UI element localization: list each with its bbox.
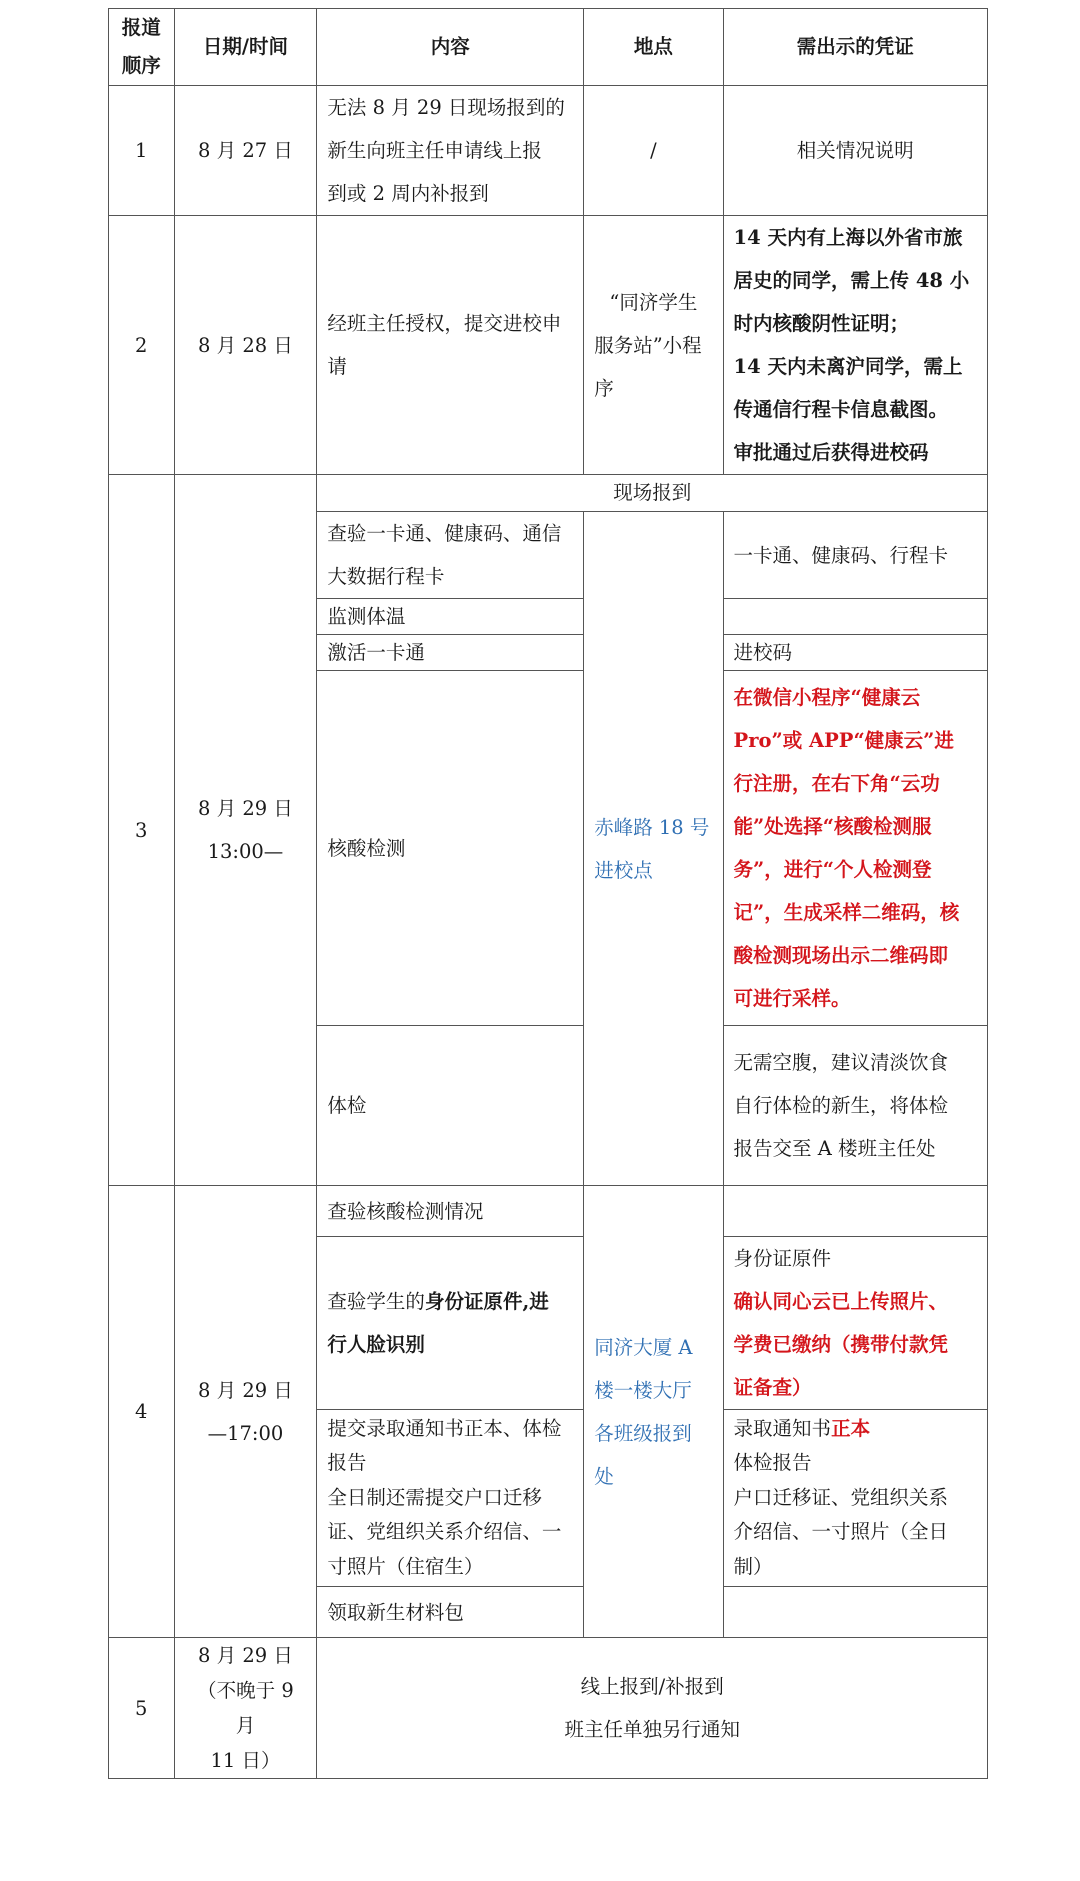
row3-item3-content: 激活一卡通 (317, 635, 584, 671)
header-datetime: 日期/时间 (174, 9, 317, 86)
row3-item2-credential (723, 599, 987, 635)
row4-item4-credential (723, 1587, 987, 1638)
row2-credential: 14 天内有上海以外省市旅 居史的同学，需上传 48 小 时内核酸阴性证明； 14 天内未离沪同学，需上 传通信行程卡信息截图。 审批通过后获得进校码 (723, 216, 987, 475)
row3-item1-credential: 一卡通、健康码、行程卡 (723, 512, 987, 599)
row3-item2-content: 监测体温 (317, 599, 584, 635)
row3-order: 3 (109, 475, 175, 1186)
row4-item3-credential: 录取通知书正本 体检报告 户口迁移证、党组织关系 介绍信、一寸照片（全日 制） (723, 1410, 987, 1587)
row3-date: 8 月 29 日 13:00— (174, 475, 317, 1186)
row1-order: 1 (109, 86, 175, 216)
row4-item1-credential (723, 1186, 987, 1237)
row1-credential: 相关情况说明 (723, 86, 987, 216)
table-row-5 (109, 1638, 988, 1779)
table-row-1 (109, 86, 988, 216)
header-credentials: 需出示的凭证 (723, 9, 987, 86)
row2-date: 8 月 28 日 (174, 216, 317, 475)
row5-date: 8 月 29 日 （不晚于 9 月 11 日） (174, 1638, 317, 1779)
row3-item4-content: 核酸检测 (317, 671, 584, 1026)
schedule-sheet (108, 8, 988, 1779)
row4-item3-content: 提交录取通知书正本、体检 报告 全日制还需提交户口迁移 证、党组织关系介绍信、一 寸照片（住宿生） (317, 1410, 584, 1587)
registration-schedule-table (108, 8, 988, 1779)
table-row-2 (109, 216, 988, 475)
row1-date: 8 月 27 日 (174, 86, 317, 216)
row4-item4-content: 领取新生材料包 (317, 1587, 584, 1638)
row5-note: 线上报到/补报到 班主任单独另行通知 (317, 1638, 988, 1779)
row4-order: 4 (109, 1186, 175, 1638)
header-location: 地点 (584, 9, 723, 86)
header-content: 内容 (317, 9, 584, 86)
row3-item5-credential: 无需空腹，建议清淡饮食 自行体检的新生，将体检 报告交至 A 楼班主任处 (723, 1026, 987, 1186)
row3-item4-credential: 在微信小程序“健康云 Pro”或 APP“健康云”进 行注册，在右下角“云功 能”处选择“核酸检测服 务”，进行“个人检测登 记”，生成采样二维码，核 酸检测现场出示二维码即 可进行采样。 (723, 671, 987, 1026)
row3-location: 赤峰路 18 号 进校点 (584, 512, 723, 1186)
row4-item-1 (109, 1186, 988, 1237)
row4-item2-credential: 身份证原件 确认同心云已上传照片、 学费已缴纳（携带付款凭 证备查） (723, 1237, 987, 1410)
row4-item1-content: 查验核酸检测情况 (317, 1186, 584, 1237)
row4-location: 同济大厦 A 楼一楼大厅 各班级报到 处 (584, 1186, 723, 1638)
row3-item3-credential: 进校码 (723, 635, 987, 671)
row2-location: “同济学生 服务站”小程 序 (584, 216, 723, 475)
row3-onsite-banner: 现场报到 (317, 475, 988, 512)
row2-order: 2 (109, 216, 175, 475)
row5-order: 5 (109, 1638, 175, 1779)
row2-content: 经班主任授权，提交进校申 请 (317, 216, 584, 475)
table-row-3-banner (109, 475, 988, 512)
row3-item5-content: 体检 (317, 1026, 584, 1186)
row4-date: 8 月 29 日 —17:00 (174, 1186, 317, 1638)
header-order: 报道 顺序 (109, 9, 175, 86)
header-row (109, 9, 988, 86)
row4-item2-content: 查验学生的身份证原件,进 行人脸识别 (317, 1237, 584, 1410)
row1-content: 无法 8 月 29 日现场报到的 新生向班主任申请线上报 到或 2 周内补报到 (317, 86, 584, 216)
row3-item1-content: 查验一卡通、健康码、通信 大数据行程卡 (317, 512, 584, 599)
row1-location: / (584, 86, 723, 216)
